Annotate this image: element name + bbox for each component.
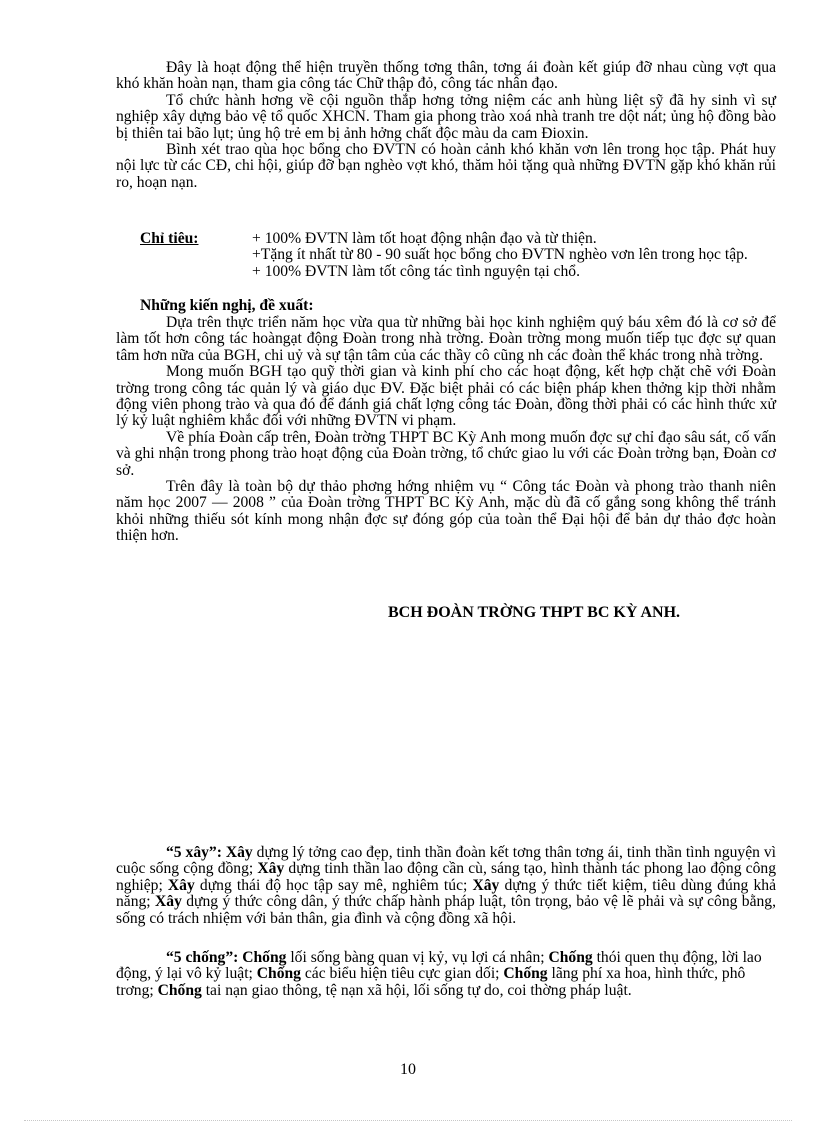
- five-build-label: “5 xây”:: [166, 844, 222, 861]
- five-build-paragraph: [116, 845, 776, 927]
- five-fight-label: “5 chống”:: [166, 949, 239, 966]
- humanitarian-section: [116, 60, 776, 191]
- text: dựng tinh thần lao động cần cù, sáng tạo, hình thành tác phong lao động công nghiệp;: [116, 860, 776, 894]
- goal-item: + 100% ĐVTN làm tốt hoạt động nhận đạo và từ thiện.: [252, 230, 597, 247]
- paragraph: Dựa trên thực triển năm học vừa qua từ những bài học kinh nghiệm quý báu xêm đó là cơ sở để làm tốt hơn công tác hoàngạt động Đoàn trong nhà trờng. Đoàn trờng mong muốn tiếp tục đợc sự quan tâm hơn nữa của BGH, chi uỷ và sự tận tâm của các thầy cô cũng nh các đoàn thể khác trong nhà trờng.: [116, 314, 776, 364]
- page-number: 10: [400, 1061, 416, 1078]
- text: dựng lý tởng cao đẹp, tinh thần đoàn kết tơng thân tơng ái, tinh thần tình nguyện vì cuộc sống cộng đồng;: [116, 844, 776, 878]
- goals-heading: Chỉ tiêu:: [140, 230, 199, 247]
- paragraph: Bình xét trao qùa học bổng cho ĐVTN có hoàn cảnh khó khăn vơn lên trong học tập. Phát huy nội lực từ các CĐ, chi hội, giúp đỡ bạn nghèo vợt khó, thăm hỏi tặng quà những ĐVTN gặp khó khăn rủi ro, hoạn nạn.: [116, 141, 776, 191]
- paragraph: Về phía Đoàn cấp trên, Đoàn trờng THPT BC Kỳ Anh mong muốn đợc sự chỉ đạo sâu sát, cố vấn và ghi nhận trong phong trào hoạt động của Đoàn trờng, tổ chức giao lu với các Đoàn trờng bạn, Đoàn cơ sở.: [116, 428, 776, 479]
- keyword: Chống: [256, 965, 301, 983]
- five-fight-section: [116, 950, 776, 999]
- proposals-heading: Những kiến nghị, đề xuất:: [140, 297, 314, 314]
- goal-item: +Tặng ít nhất từ 80 - 90 suất học bổng cho ĐVTN nghèo vơn lên trong học tập.: [252, 246, 748, 264]
- text: thói quen thụ động, lời lao động, ý lại vô kỷ luật;: [116, 949, 762, 983]
- proposals-section: [116, 315, 776, 545]
- page-bottom-divider: [24, 1120, 792, 1121]
- keyword: Chống: [548, 949, 593, 966]
- paragraph: Đây là hoạt động thể hiện truyền thống tơng thân, tơng ái đoàn kết giúp đỡ nhau cùng vợt qua khó khăn hoàn nạn, tham gia công tác Chữ thập đỏ, công tác nhân đạo.: [116, 59, 776, 93]
- keyword: Xây: [155, 893, 182, 911]
- five-fight-paragraph: [116, 950, 776, 999]
- goal-item: + 100% ĐVTN làm tốt công tác tình nguyện tại chổ.: [252, 262, 580, 280]
- text: dựng ý thức tiết kiệm, tiêu dùng đúng khả năng;: [116, 876, 776, 911]
- keyword: Xây: [167, 876, 195, 894]
- goals-section: [116, 231, 776, 280]
- signature: BCH ĐOÀN TRỜNG THPT BC KỲ ANH.: [388, 604, 681, 621]
- five-build-section: [116, 845, 776, 927]
- keyword: Xây: [472, 876, 500, 894]
- text: dựng thái độ học tập say mê, nghiêm túc;: [194, 876, 473, 894]
- keyword: Chống: [503, 965, 548, 983]
- text: tai nạn giao thông, tệ nạn xã hội, lối sống tự do, coi thờng pháp luật.: [201, 981, 632, 999]
- keyword: Chống: [242, 949, 287, 966]
- paragraph: Trên đây là toàn bộ dự thảo phơng hớng nhiệm vụ “ Công tác Đoàn và phong trào thanh niên năm học 2007 — 2008 ” của Đoàn trờng THPT BC Kỳ Anh, mặc dù đã cố gắng song không thể tránh khỏi những thiếu sót kính mong nhận đợc sự đóng góp của toàn thể Đại hội để bản dự thảo đợc hoàn thiện hơn.: [116, 478, 776, 545]
- keyword: Xây: [257, 860, 285, 878]
- text: các biểu hiện tiêu cực gian dối;: [300, 965, 504, 983]
- paragraph: Mong muốn BGH tạo quỹ thời gian và kinh phí cho các hoạt động, kết hợp chặt chẽ với Đoàn trờng trong công tác quản lý và giáo dục ĐV. Đặc biệt phải có các biện pháp khen thởng kịp thời nhằm động viên phong trào và qua đó để đánh giá chất lợng công tác Đoàn, đồng thời phải có các hình thức xử lý kỷ luật nghiêm khắc đối với những ĐVTN vi phạm.: [116, 363, 776, 430]
- text: dựng ý thức công dân, ý thức chấp hành pháp luật, tôn trọng, bảo vệ lẽ phải và sự công bằng, sống có trách nhiệm với bản thân, gia đình và cộng đồng xã hội.: [116, 893, 776, 927]
- paragraph: Tổ chức hành hơng về cội nguồn thắp hơng tởng niệm các anh hùng liệt sỹ đã hy sinh vì sự nghiệp xây dựng bảo vệ tổ quốc XHCN. Tham gia phong trào xoá nhà tranh tre dột nát; ủng hộ đồng bào bị thiên tai bão lụt; ủng hộ trẻ em bị ảnh hởng chất độc màu da cam Đioxin.: [116, 91, 776, 142]
- text: lối sống bàng quan vị kỷ, vụ lợi cá nhân;: [286, 949, 549, 966]
- text: lãng phí xa hoa, hình thức, phô trơng;: [116, 965, 746, 999]
- keyword: Xây: [225, 844, 253, 861]
- keyword: Chống: [157, 981, 202, 999]
